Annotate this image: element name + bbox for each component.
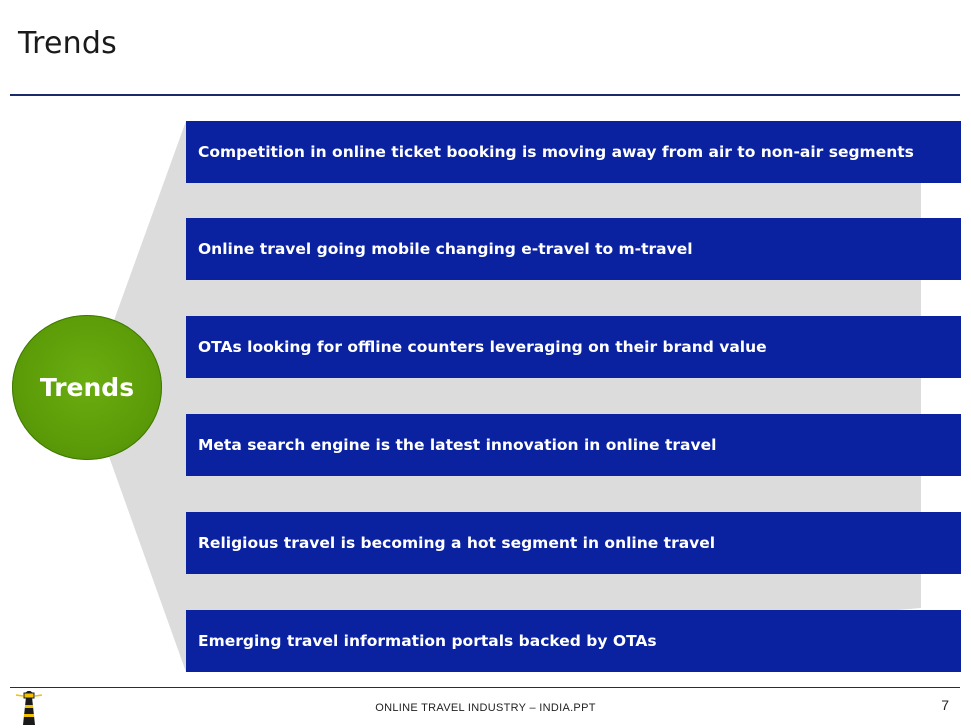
trend-bar-3 [186, 316, 961, 378]
slide-title: Trends [18, 26, 117, 61]
trend-bar-5 [186, 512, 961, 574]
trend-text-2: Online travel going mobile changing e-travel to m-travel [198, 240, 693, 258]
trend-text-1: Competition in online ticket booking is moving away from air to non-air segments [198, 143, 914, 161]
footer-text: ONLINE TRAVEL INDUSTRY – INDIA.PPT [375, 702, 596, 714]
trends-circle [12, 315, 162, 460]
trend-text-6: Emerging travel information portals backed by OTAs [198, 632, 657, 650]
trend-bar-2 [186, 218, 961, 280]
fan-shape [87, 121, 921, 672]
footer-divider [10, 687, 960, 688]
trend-text-3: OTAs looking for offline counters leveraging on their brand value [198, 338, 767, 356]
trend-bar-1 [186, 121, 961, 183]
trend-bar-4 [186, 414, 961, 476]
trend-bar-6 [186, 610, 961, 672]
trend-text-5: Religious travel is becoming a hot segment in online travel [198, 534, 716, 552]
trends-circle-label: Trends [39, 373, 135, 402]
trend-text-4: Meta search engine is the latest innovation in online travel [198, 436, 717, 454]
page-number: 7 [941, 697, 949, 713]
